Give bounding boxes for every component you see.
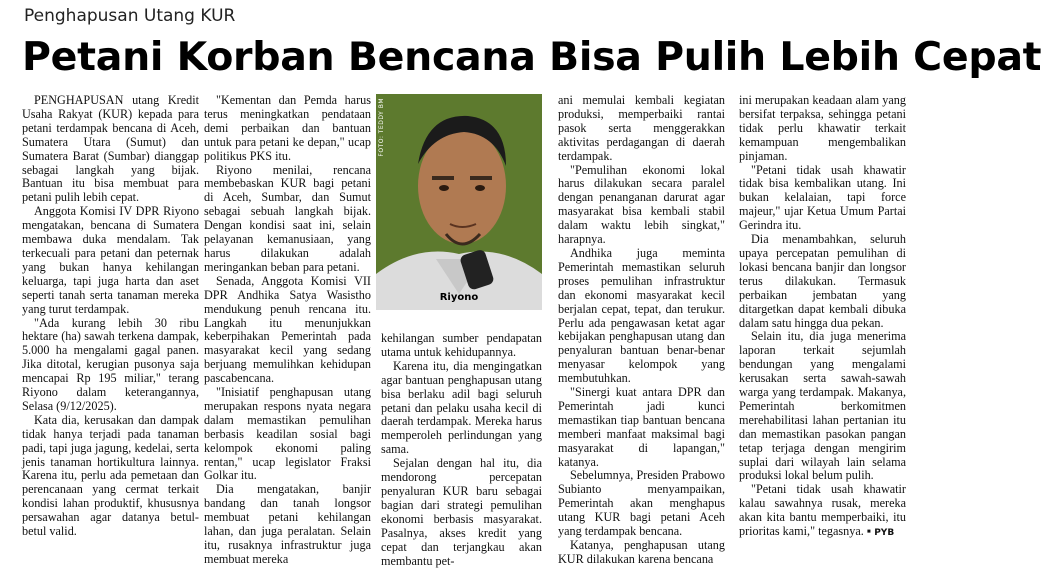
paragraph: "Kementan dan Pemda harus terus meningkatkan pendataan demi perbaikan dan bantuan untuk para petani ke depan," ucap politikus PKS itu. <box>204 93 371 163</box>
paragraph <box>739 483 906 541</box>
news-photo <box>376 94 542 310</box>
article-column-2 <box>204 94 371 567</box>
paragraph: Karena itu, dia mengingatkan agar bantuan penghapusan utang bisa berlaku adil bagi seluruh petani dan pelaku usaha kecil di daerah terdampak. Mereka harus memperoleh perlindungan yang sama. <box>381 358 542 457</box>
photo-credit: FOTO: TEDDY BM <box>378 98 385 157</box>
article-headline: Petani Korban Bencana Bisa Pulih Lebih Cepat <box>22 34 1041 80</box>
paragraph: "Inisiatif penghapusan utang merupakan respons nyata negara dalam memastikan pemulihan berbasis keadilan sosial bagi kelompok ekonomi paling rentan," ucap legislator Fraksi Golkar itu. <box>204 385 371 483</box>
paragraph: Selain itu, dia juga menerima laporan terkait sejumlah bendungan yang mengalami kerusakan serta sawah-sawah warga yang terdampak. Makanya, Pemerintah berkomitmen merehabilitasi lahan pertanian itu dan memastikan pasokan pangan tetap terjaga dengan mengirim suplai dari wilayah lain selama produksi lokal belum pulih. <box>739 329 906 483</box>
paragraph: Sejalan dengan hal itu, dia mendorong percepatan penyaluran KUR baru sebagai bagian dari strategi pemulihan ekonomi berbasis masyarakat. Pasalnya, akses kredit yang cepat dan terjangkau akan membantu pet- <box>381 456 542 568</box>
author-signature: PYB <box>874 528 895 539</box>
article-column-1 <box>22 94 199 539</box>
article-kicker: Penghapusan Utang KUR <box>24 6 236 26</box>
paragraph: "Sinergi kuat antara DPR dan Pemerintah jadi kunci memastikan tiap bantuan bencana memberi manfaat maksimal bagi masyarakat di lapangan," katanya. <box>558 385 725 469</box>
paragraph: Kata dia, kerusakan dan dampak tidak hanya terjadi pada tanaman padi, tapi juga jagung, kedelai, serta jenis tanaman hortikultura lainnya. Karena itu, perlu ada pemetaan dan perencanaan yang cermat terkait kondisi lahan produktif, khususnya persawahan agar datanya betul-betul valid. <box>22 412 199 539</box>
paragraph: Andhika juga meminta Pemerintah memastikan seluruh proses pemulihan infrastruktur dan ekonomi masyarakat kecil berjalan cepat, tepat, dan terukur. Perlu ada pengawasan ketat agar kebijakan penghapusan utang dan penyaluran bantuan benar-benar menyasar kelompok yang membutuhkan. <box>558 245 725 386</box>
paragraph: ini merupakan keadaan alam yang bersifat terpaksa, sehingga petani tidak perlu khawatir terkait kemampuan mengembalikan pinjaman. <box>739 93 906 163</box>
paragraph: "Petani tidak usah khawatir tidak bisa kembalikan utang. Ini bukan kelalaian, tapi force majeur," ujar Ketua Umum Partai Gerindra itu. <box>739 162 906 233</box>
photo-caption: Riyono <box>439 292 479 303</box>
paragraph: Dia mengatakan, banjir bandang dan tanah longsor membuat petani kehilangan lahan, dan juga peralatan. Selain itu, rusaknya infrastruktur juga membuat mereka <box>204 482 371 566</box>
paragraph: PENGHAPUSAN utang Kredit Usaha Rakyat (KUR) kepada para petani terdampak bencana di Aceh, Sumatera Utara (Sumut) dan Sumatera Barat (Sumbar) dianggap sebagai langkah yang bijak. Bantuan itu bisa membuat para petani pulih lebih cepat. <box>22 93 199 205</box>
paragraph: Katanya, penghapusan utang KUR dilakukan karena bencana <box>558 538 725 566</box>
paragraph: kehilangan sumber pendapatan utama untuk kehidupannya. <box>381 331 542 359</box>
paragraph: ani memulai kembali kegiatan produksi, memperbaiki rantai pasok serta menggerakkan aktivitas perdagangan di daerah terdampak. <box>558 93 725 163</box>
paragraph: Riyono menilai, rencana membebaskan KUR bagi petani di Aceh, Sumbar, dan Sumut sebagai sebuah langkah bijak. Dengan kondisi saat ini, selain pelayanan kemanusiaan, yang harus dilakukan adalah meringankan beban para petani. <box>204 162 371 274</box>
paragraph: Anggota Komisi IV DPR Riyono mengatakan, bencana di Sumatera membawa duka mendalam. Tak terkecuali para petani dan peternak yang bukan hanya kehilangan keluarga, tapi juga harta dan aset seperti tanah serta tanaman mereka yang turut terdampak. <box>22 204 199 316</box>
paragraph: Dia menambahkan, seluruh upaya percepatan pemulihan di lokasi bencana banjir dan longsor terus dilakukan. Termasuk perbaikan jembatan yang ditargetkan dapat kembali dibuka dalam satu hingga dua pekan. <box>739 232 906 330</box>
paragraph: "Pemulihan ekonomi lokal harus dilakukan secara paralel dengan penanganan darurat agar masyarakat bisa kembali stabil dalam waktu lebih singkat," harapnya. <box>558 162 725 247</box>
paragraph: Sebelumnya, Presiden Prabowo Subianto menyampaikan, Pemerintah akan menghapus utang KUR bagi petani Aceh yang terdampak bencana. <box>558 468 725 539</box>
paragraph: Senada, Anggota Komisi VII DPR Andhika Satya Wasistho mendukung penuh rencana itu. Langkah itu menunjukkan keberpihakan Pemerintah pada masyarakat kecil yang sedang berjuang memulihkan kehidupan pascabencana. <box>204 273 371 386</box>
closing-paragraph: "Petani tidak usah khawatir kalau sawahnya rusak, mereka akan kita bantu memperbaiki, itu prioritas kami," tegasnya. ▪ <box>739 482 906 539</box>
article-column-2-continued <box>381 332 542 568</box>
article-column-3 <box>558 94 725 567</box>
article-column-4 <box>739 94 906 541</box>
portrait-illustration <box>376 94 542 310</box>
paragraph: "Ada kurang lebih 30 ribu hektare (ha) sawah terkena dampak, 5.000 ha mengalami gagal panen. Jika ditotal, kerugian pusonya saja mencapai Rp 195 miliar," terang Riyono dalam keterangannya, Selasa (9/12/2025). <box>22 315 199 413</box>
